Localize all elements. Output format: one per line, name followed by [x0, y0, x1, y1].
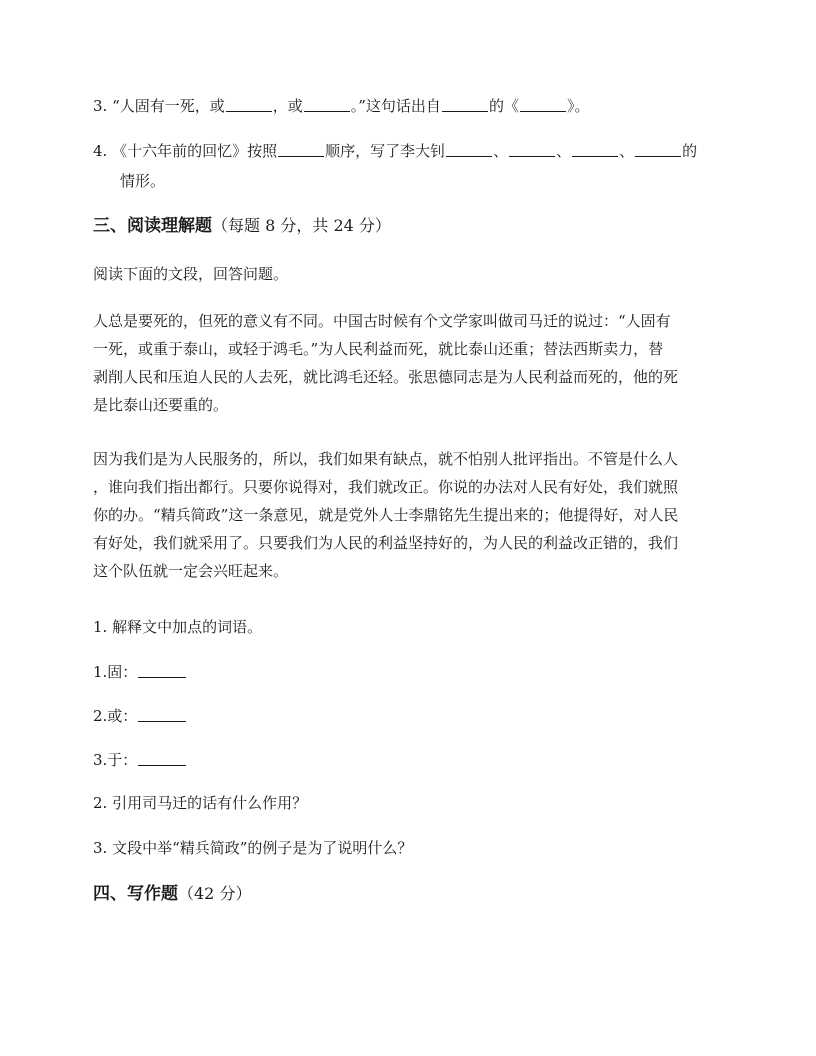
answer-blank[interactable]: [635, 142, 681, 157]
answer-blank[interactable]: [138, 751, 186, 766]
vocab-item-1: [93, 662, 733, 682]
separator: 、: [493, 142, 509, 160]
answer-blank[interactable]: [138, 707, 186, 722]
passage-line: 人总是要死的，但死的意义有不同。中国古时候有个文学家叫做司马迁的说过：“人固有: [93, 312, 671, 330]
question-3-text-3: 。”这句话出自: [350, 97, 441, 115]
answer-blank[interactable]: [304, 97, 350, 112]
passage-line: 一死，或重于泰山，或轻于鸿毛。”为人民利益而死，就比泰山还重；替法西斯卖力，替: [93, 340, 664, 358]
question-4-continuation: 情形。: [120, 172, 166, 190]
passage-line: ，谁向我们指出都行。只要你说得对，我们就改正。你说的办法对人民有好处，我们就照: [93, 478, 679, 496]
answer-blank[interactable]: [572, 142, 618, 157]
sub-question-1: 1. 解释文中加点的词语。: [93, 618, 263, 636]
question-3-text-2: ，或: [272, 97, 303, 115]
question-3-text-5: 》。: [566, 97, 590, 115]
question-4-text-1: 4. 《十六年前的回忆》按照: [93, 142, 278, 160]
passage-paragraph-1: [93, 307, 733, 419]
reading-instruction: 阅读下面的文段，回答问题。: [93, 265, 289, 283]
answer-blank[interactable]: [278, 142, 324, 157]
passage-paragraph-2: [93, 445, 733, 585]
passage-line: 有好处，我们就采用了。只要我们为人民的利益坚持好的，为人民的利益改正错的，我们: [93, 534, 679, 552]
separator: 、: [619, 142, 635, 160]
vocab-item-label: 1.固：: [93, 663, 138, 681]
vocab-item-label: 2.或：: [93, 707, 138, 725]
section-3-heading: [93, 214, 391, 238]
section-4-heading: [93, 882, 251, 906]
answer-blank[interactable]: [446, 142, 492, 157]
sub-question-3: 3. 文段中举“精兵简政”的例子是为了说明什么？: [93, 839, 413, 857]
passage-line: 这个队伍就一定会兴旺起来。: [93, 562, 289, 580]
answer-blank[interactable]: [442, 97, 488, 112]
vocab-item-label: 3.于：: [93, 751, 138, 769]
answer-blank[interactable]: [226, 97, 272, 112]
passage-line: 是比泰山还要重的。: [93, 396, 229, 414]
question-4: [93, 141, 733, 161]
section-4-title: 四、写作题: [93, 884, 178, 904]
question-3-text-1: 3. “人固有一死，或: [93, 97, 225, 115]
section-3-title: 三、阅读理解题: [93, 216, 212, 236]
answer-blank[interactable]: [520, 97, 566, 112]
question-4-text-2: 顺序，写了李大钊: [325, 142, 446, 160]
vocab-item-3: [93, 750, 733, 770]
passage-line: 剥削人民和压迫人民的人去死，就比鸿毛还轻。张思德同志是为人民利益而死的，他的死: [93, 368, 679, 386]
question-4-text-3: 的: [682, 142, 698, 160]
answer-blank[interactable]: [138, 663, 186, 678]
answer-blank[interactable]: [509, 142, 555, 157]
section-3-score: （每题 8 分，共 24 分）: [212, 216, 391, 235]
separator: 、: [556, 142, 572, 160]
section-4-score: （42 分）: [178, 884, 252, 903]
question-3-text-4: 的《: [488, 97, 519, 115]
sub-question-2: 2. 引用司马迁的话有什么作用？: [93, 794, 308, 812]
passage-line: 你的办。“精兵简政”这一条意见，就是党外人士李鼎铭先生提出来的；他提得好，对人民: [93, 506, 679, 524]
passage-line: 因为我们是为人民服务的，所以，我们如果有缺点，就不怕别人批评指出。不管是什么人: [93, 450, 679, 468]
question-3: [93, 96, 733, 116]
vocab-item-2: [93, 706, 733, 726]
